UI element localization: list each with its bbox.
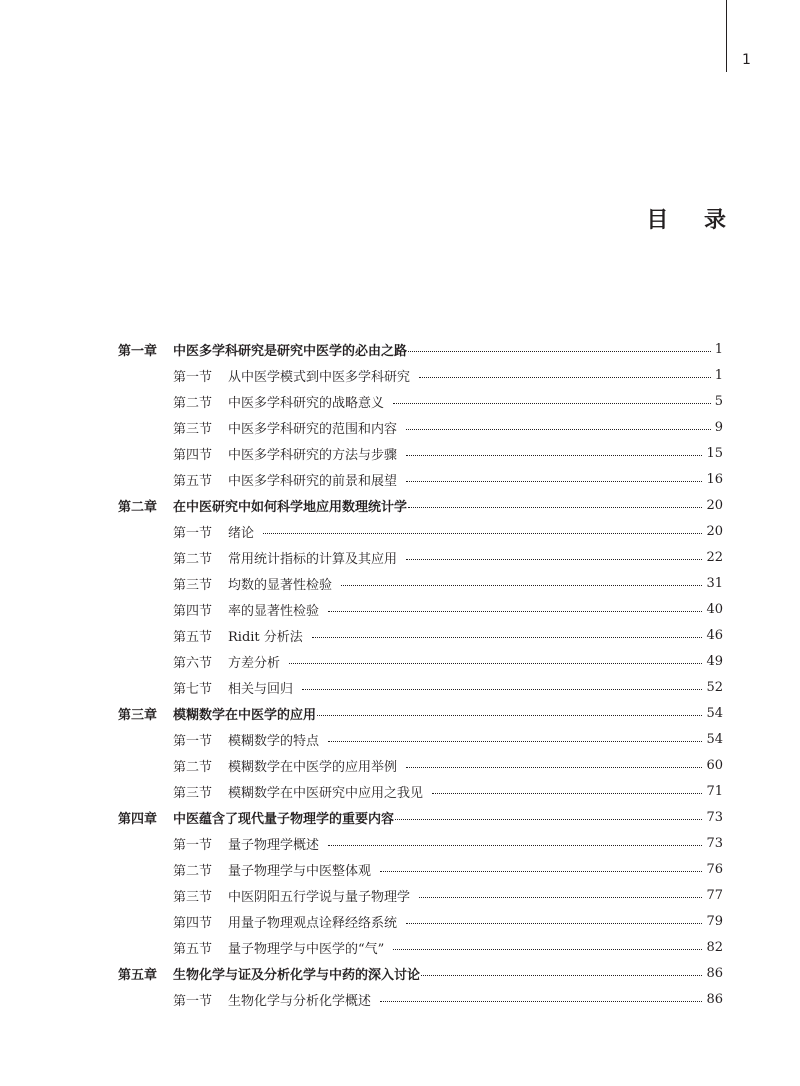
- toc-entry-title: 中医多学科研究是研究中医学的必由之路: [173, 343, 408, 359]
- toc-entry-label: 第一节: [173, 733, 213, 749]
- toc-dot-leader: [432, 793, 702, 794]
- toc-dot-leader: [317, 715, 702, 716]
- toc-section-entry[interactable]: [118, 596, 723, 622]
- toc-entry-label: 第三节: [173, 577, 213, 593]
- toc-section-entry[interactable]: [118, 674, 723, 700]
- toc-dot-leader: [419, 377, 711, 378]
- toc-entry-page: 1: [714, 341, 723, 357]
- toc-entry-title: 常用统计指标的计算及其应用: [228, 551, 398, 567]
- toc-entry-title: 从中医学模式到中医多学科研究: [228, 369, 411, 385]
- toc-entry-title: 均数的显著性检验: [228, 577, 333, 593]
- toc-entry-label: 第四节: [173, 447, 213, 463]
- page-number: 1: [742, 52, 751, 68]
- toc-entry-title: 相关与回归: [228, 681, 294, 697]
- toc-entry-label: 第一章: [118, 343, 158, 359]
- toc-entry-page: 71: [706, 783, 723, 799]
- toc-section-entry[interactable]: [118, 726, 723, 752]
- toc-entry-title: 中医多学科研究的前景和展望: [228, 473, 398, 489]
- toc-entry-title: 生物化学与分析化学概述: [228, 993, 372, 1009]
- toc-section-entry[interactable]: [118, 908, 723, 934]
- toc-dot-leader: [421, 975, 702, 976]
- toc-section-entry[interactable]: [118, 648, 723, 674]
- toc-section-entry[interactable]: [118, 882, 723, 908]
- toc-section-entry[interactable]: [118, 362, 723, 388]
- toc-section-entry[interactable]: [118, 622, 723, 648]
- toc-entry-label: 第五章: [118, 967, 158, 983]
- toc-entry-label: 第三章: [118, 707, 158, 723]
- toc-entry-page: 5: [714, 393, 723, 409]
- toc-entry-page: 86: [706, 991, 723, 1007]
- toc-entry-title: 模糊数学在中医学的应用举例: [228, 759, 398, 775]
- toc-section-entry[interactable]: [118, 752, 723, 778]
- toc-entry-title: 中医多学科研究的战略意义: [228, 395, 385, 411]
- toc-entry-page: 20: [706, 497, 723, 513]
- toc-dot-leader: [328, 611, 702, 612]
- toc-entry-label: 第四章: [118, 811, 158, 827]
- toc-entry-page: 49: [706, 653, 723, 669]
- page-title: 目 录: [646, 208, 740, 233]
- toc-entry-page: 54: [706, 705, 723, 721]
- toc-dot-leader: [419, 897, 702, 898]
- toc-section-entry[interactable]: [118, 414, 723, 440]
- toc-entry-label: 第三节: [173, 785, 213, 801]
- toc-dot-leader: [406, 923, 702, 924]
- toc-section-entry[interactable]: [118, 856, 723, 882]
- toc-dot-leader: [341, 585, 702, 586]
- toc-entry-page: 9: [714, 419, 723, 435]
- toc-dot-leader: [406, 429, 711, 430]
- toc-entry-title: 中医多学科研究的范围和内容: [228, 421, 398, 437]
- toc-entry-label: 第二节: [173, 863, 213, 879]
- toc-entry-page: 20: [706, 523, 723, 539]
- toc-entry-page: 73: [706, 835, 723, 851]
- toc-entry-page: 16: [706, 471, 723, 487]
- toc-entry-label: 第五节: [173, 941, 213, 957]
- toc-section-entry[interactable]: [118, 986, 723, 1012]
- toc-dot-leader: [302, 689, 702, 690]
- toc-entry-title: 模糊数学在中医研究中应用之我见: [228, 785, 424, 801]
- toc-entry-title: 量子物理学与中医学的“气”: [228, 941, 385, 957]
- toc-entry-page: 60: [706, 757, 723, 773]
- toc-section-entry[interactable]: [118, 388, 723, 414]
- toc-entry-page: 52: [706, 679, 723, 695]
- toc-chapter-entry[interactable]: [118, 960, 723, 986]
- toc-chapter-entry[interactable]: [118, 336, 723, 362]
- toc-entry-title: Ridit 分析法: [228, 629, 303, 645]
- toc-dot-leader: [328, 845, 702, 846]
- toc-section-entry[interactable]: [118, 466, 723, 492]
- toc-entry-page: 86: [706, 965, 723, 981]
- toc-entry-label: 第四节: [173, 603, 213, 619]
- toc-entry-label: 第一节: [173, 369, 213, 385]
- toc-entry-label: 第二节: [173, 551, 213, 567]
- toc-dot-leader: [408, 351, 711, 352]
- toc-entry-label: 第五节: [173, 473, 213, 489]
- toc-dot-leader: [328, 741, 702, 742]
- toc-chapter-entry[interactable]: [118, 492, 723, 518]
- toc-entry-title: 生物化学与证及分析化学与中药的深入讨论: [173, 967, 421, 983]
- toc-entry-title: 方差分析: [228, 655, 281, 671]
- toc-entry-label: 第三节: [173, 889, 213, 905]
- toc-section-entry[interactable]: [118, 544, 723, 570]
- toc-dot-leader: [406, 767, 702, 768]
- toc-entry-title: 率的显著性检验: [228, 603, 320, 619]
- toc-dot-leader: [380, 1001, 702, 1002]
- toc-dot-leader: [406, 481, 702, 482]
- toc-entry-label: 第七节: [173, 681, 213, 697]
- toc-section-entry[interactable]: [118, 830, 723, 856]
- toc-section-entry[interactable]: [118, 440, 723, 466]
- toc-entry-title: 在中医研究中如何科学地应用数理统计学: [173, 499, 408, 515]
- toc-entry-title: 绪论: [228, 525, 255, 541]
- toc-entry-label: 第二节: [173, 395, 213, 411]
- toc-dot-leader: [393, 949, 702, 950]
- toc-dot-leader: [312, 637, 703, 638]
- toc-entry-title: 量子物理学与中医整体观: [228, 863, 372, 879]
- toc-dot-leader: [289, 663, 702, 664]
- toc-dot-leader: [406, 455, 702, 456]
- toc-entry-label: 第一节: [173, 525, 213, 541]
- toc-entry-title: 量子物理学概述: [228, 837, 320, 853]
- toc-entry-label: 第五节: [173, 629, 213, 645]
- toc-section-entry[interactable]: [118, 934, 723, 960]
- toc-entry-page: 46: [706, 627, 723, 643]
- toc-entry-label: 第六节: [173, 655, 213, 671]
- toc-entry-page: 22: [706, 549, 723, 565]
- toc-chapter-entry[interactable]: [118, 700, 723, 726]
- toc-entry-title: 中医多学科研究的方法与步骤: [228, 447, 398, 463]
- toc-dot-leader: [393, 403, 711, 404]
- toc-dot-leader: [406, 559, 702, 560]
- toc-entry-label: 第四节: [173, 915, 213, 931]
- toc-dot-leader: [263, 533, 702, 534]
- toc-dot-leader: [395, 819, 702, 820]
- toc-section-entry[interactable]: [118, 570, 723, 596]
- toc-entry-label: 第一节: [173, 837, 213, 853]
- toc-entry-page: 31: [706, 575, 723, 591]
- toc-entry-title: 中医蕴含了现代量子物理学的重要内容: [173, 811, 395, 827]
- toc-dot-leader: [408, 507, 702, 508]
- toc-entry-title: 中医阴阳五行学说与量子物理学: [228, 889, 411, 905]
- toc-entry-page: 73: [706, 809, 723, 825]
- toc-entry-page: 82: [706, 939, 723, 955]
- toc-entry-label: 第一节: [173, 993, 213, 1009]
- table-of-contents: [118, 336, 723, 1012]
- toc-entry-page: 76: [706, 861, 723, 877]
- toc-chapter-entry[interactable]: [118, 804, 723, 830]
- toc-entry-page: 1: [714, 367, 723, 383]
- toc-entry-title: 模糊数学在中医学的应用: [173, 707, 317, 723]
- toc-entry-page: 15: [706, 445, 723, 461]
- toc-entry-page: 79: [706, 913, 723, 929]
- toc-entry-label: 第二章: [118, 499, 158, 515]
- toc-entry-page: 54: [706, 731, 723, 747]
- toc-section-entry[interactable]: [118, 518, 723, 544]
- toc-entry-title: 模糊数学的特点: [228, 733, 320, 749]
- header-rule: [726, 0, 727, 72]
- toc-entry-label: 第二节: [173, 759, 213, 775]
- toc-section-entry[interactable]: [118, 778, 723, 804]
- toc-entry-page: 40: [706, 601, 723, 617]
- toc-entry-title: 用量子物理观点诠释经络系统: [228, 915, 398, 931]
- toc-dot-leader: [380, 871, 702, 872]
- toc-entry-page: 77: [706, 887, 723, 903]
- toc-entry-label: 第三节: [173, 421, 213, 437]
